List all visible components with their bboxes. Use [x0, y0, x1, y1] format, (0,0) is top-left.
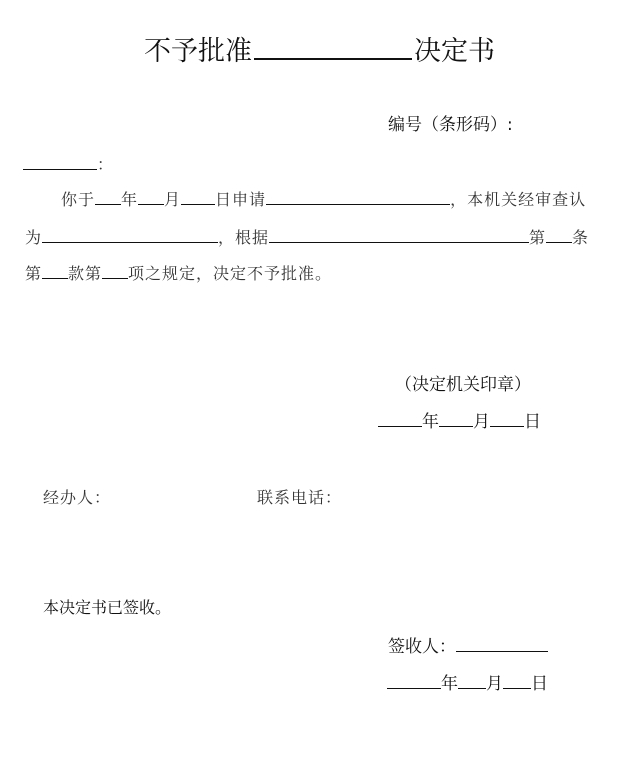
seal-label: （决定机关印章） [395, 375, 531, 395]
text-decision: 项之规定，决定不予批准。 [128, 264, 333, 283]
text-month: 月 [164, 190, 182, 209]
text-di-2: 第 [25, 264, 43, 283]
decision-day-blank[interactable] [490, 410, 524, 427]
basis-blank[interactable] [269, 226, 529, 243]
clause-blank[interactable] [42, 262, 68, 279]
receipt-year-blank[interactable] [387, 672, 441, 689]
text-according: ，根据 [218, 228, 270, 247]
document-title [0, 30, 639, 72]
month-blank[interactable] [138, 188, 164, 205]
receipt-month-label: 月 [486, 674, 503, 694]
text-year: 年 [121, 190, 139, 209]
addressee-colon: ： [97, 155, 115, 174]
title-blank[interactable] [254, 30, 412, 60]
decision-month-label: 月 [473, 412, 490, 432]
receipt-day-label: 日 [531, 674, 548, 694]
decision-month-blank[interactable] [439, 410, 473, 427]
text-you-on: 你于 [61, 190, 96, 209]
paragraph-line-2 [25, 226, 589, 249]
title-suffix: 决定书 [414, 36, 495, 67]
item-blank[interactable] [102, 262, 128, 279]
title-prefix: 不予批准 [144, 36, 252, 67]
handler-label: 经办人： [43, 488, 112, 507]
decision-year-label: 年 [422, 412, 439, 432]
article-blank[interactable] [546, 226, 572, 243]
year-blank[interactable] [95, 188, 121, 205]
application-blank[interactable] [266, 188, 450, 205]
paragraph-line-1 [61, 188, 586, 211]
addressee-blank[interactable] [23, 153, 97, 170]
decision-year-blank[interactable] [378, 410, 422, 427]
text-clause: 款第 [68, 264, 103, 283]
text-article: 条 [572, 228, 590, 247]
signer-blank[interactable] [456, 635, 548, 652]
signer-label: 签收人： [388, 637, 456, 657]
received-statement: 本决定书已签收。 [43, 598, 172, 617]
text-as: 为 [25, 228, 43, 247]
decision-day-label: 日 [524, 412, 541, 432]
text-di: 第 [529, 228, 547, 247]
receipt-day-blank[interactable] [503, 672, 531, 689]
paragraph-line-3 [25, 262, 332, 285]
text-day-apply: 日申请 [215, 190, 267, 209]
phone-label: 联系电话： [257, 488, 343, 507]
decision-date [378, 410, 541, 433]
receipt-date [387, 672, 548, 695]
addressee-line [23, 153, 114, 176]
receipt-year-label: 年 [441, 674, 458, 694]
signer-line [388, 635, 548, 658]
reason-blank[interactable] [42, 226, 218, 243]
text-review: ，本机关经审查认 [450, 190, 587, 209]
day-blank[interactable] [181, 188, 215, 205]
receipt-month-blank[interactable] [458, 672, 486, 689]
serial-number-label: 编号（条形码）: [388, 115, 513, 135]
